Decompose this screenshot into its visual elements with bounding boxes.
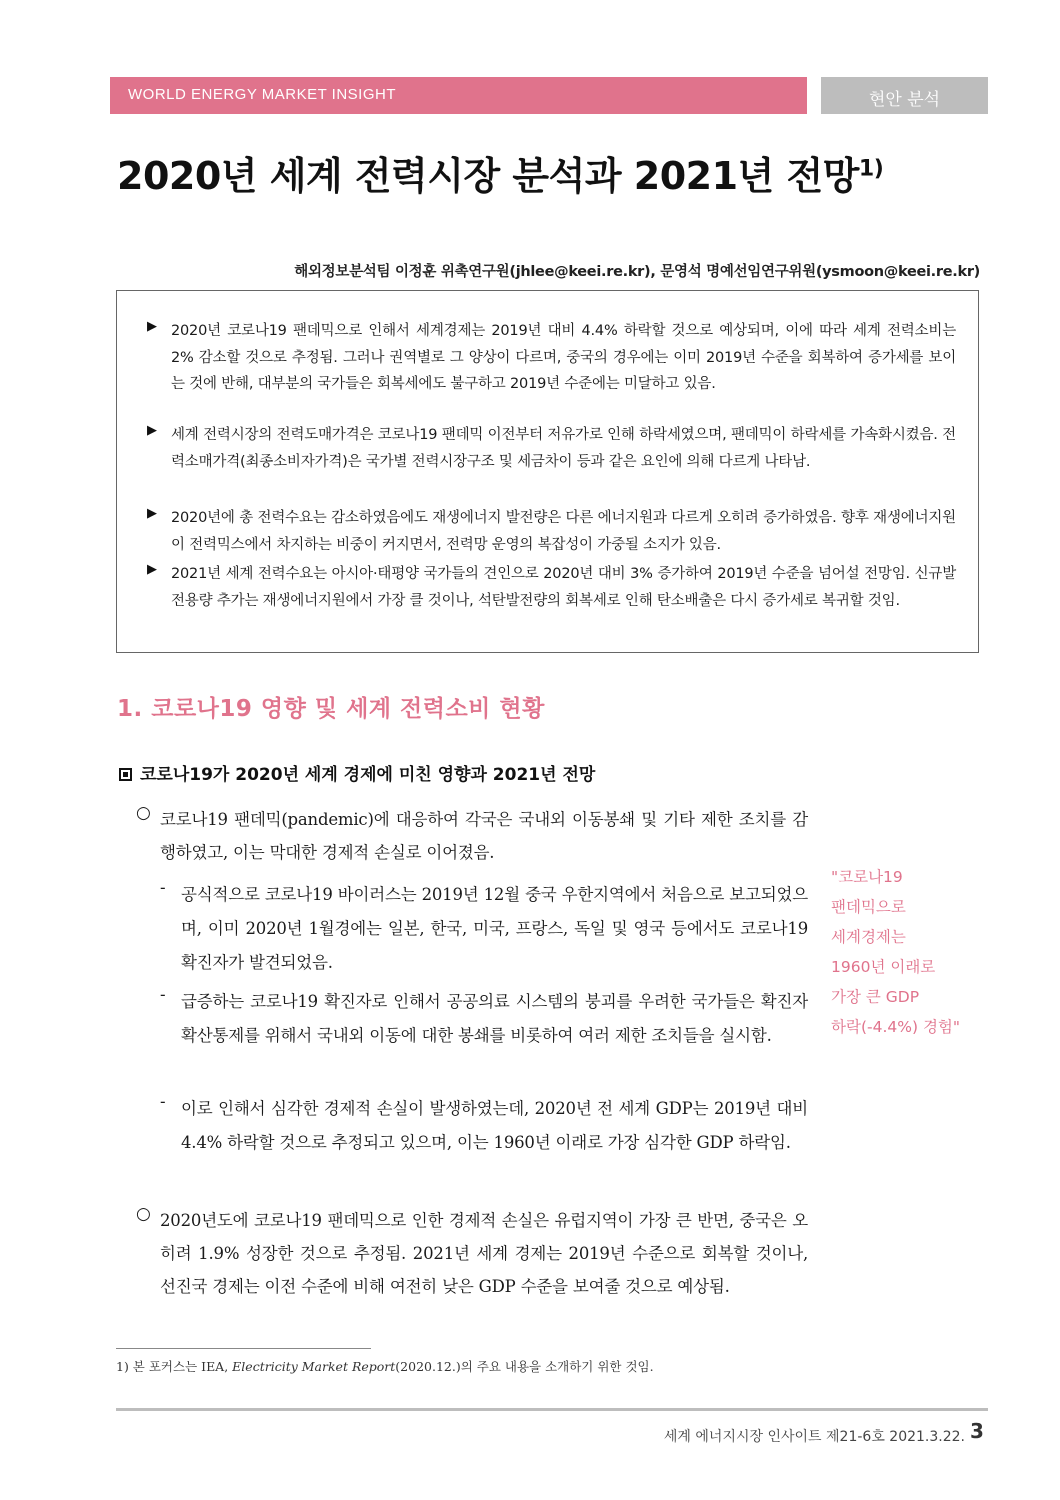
pull-quote-line: 하락(-4.4%) 경험" bbox=[831, 1018, 961, 1036]
footnote-source-title: Electricity Market Report bbox=[232, 1359, 396, 1374]
pull-quote-line: 1960년 이래로 bbox=[831, 958, 936, 976]
summary-item-text: 2020년 코로나19 팬데믹으로 인해서 세계경제는 2019년 대비 4.4% 하락할 것으로 예상되며, 이에 따라 세계 전력소비는 2% 감소할 것으로 추정됨. 그러나 권역별로 그 양상이 다르며, 중국의 경우에는 이미 2019년 수준을 회복하여 증가세를 보이는 것에 반해, 대부분의 국가들은 회복세에도 불구하고 2019년 수준에는 미달하고 있음. bbox=[171, 323, 956, 392]
author-line: 해외정보분석팀 이정훈 위촉연구원(jhlee@keei.re.kr), 문영석 명예선임연구위원(ysmoon@keei.re.kr) bbox=[294, 264, 980, 280]
summary-item-text: 2020년에 총 전력수요는 감소하였음에도 재생에너지 발전량은 다른 에너지원과 다르게 오히려 증가하였음. 향후 재생에너지원이 전력믹스에서 차지하는 비중이 커지면서, 전력망 운영의 복잡성이 가중될 소지가 있음. bbox=[171, 510, 956, 553]
pull-quote bbox=[831, 862, 981, 1042]
summary-box bbox=[116, 290, 979, 653]
subheading bbox=[119, 760, 595, 785]
footnote-divider bbox=[116, 1348, 371, 1349]
triangle-bullet-icon: ▶ bbox=[147, 319, 157, 334]
triangle-bullet-icon: ▶ bbox=[147, 423, 157, 438]
header-banner-text: WORLD ENERGY MARKET INSIGHT bbox=[128, 86, 396, 103]
square-bullet-icon bbox=[119, 768, 132, 781]
pull-quote-line: 팬데믹으로 bbox=[831, 898, 906, 916]
page-number: 3 bbox=[970, 1419, 984, 1443]
category-tag-text: 현안 분석 bbox=[868, 90, 941, 110]
footnote-suffix: (2020.12.)의 주요 내용을 소개하기 위한 것임. bbox=[395, 1359, 654, 1374]
page-title-text: 2020년 세계 전력시장 분석과 2021년 전망 bbox=[117, 154, 859, 198]
pull-quote-line: 가장 큰 GDP bbox=[831, 988, 920, 1006]
paragraph-text: 코로나19 팬데믹(pandemic)에 대응하여 각국은 국내외 이동봉쇄 및 기타 제한 조치를 감행하였고, 이는 막대한 경제적 손실로 이어졌음. bbox=[160, 810, 808, 862]
category-tag bbox=[821, 77, 988, 114]
paragraph-text: 2020년도에 코로나19 팬데믹으로 인한 경제적 손실은 유럽지역이 가장 큰 반면, 중국은 오히려 1.9% 성장한 것으로 추정됨. 2021년 세계 경제는 2019년 수준으로 회복할 것이나, 선진국 경제는 이전 수준에 비해 여전히 낮은 GDP 수준을 보여줄 것으로 예상됨. bbox=[160, 1211, 808, 1296]
summary-item-text: 세계 전력시장의 전력도매가격은 코로나19 팬데믹 이전부터 저유가로 인해 하락세였으며, 팬데믹이 하락세를 가속화시켰음. 전력소매가격(최종소비자가격)은 국가별 전력시장구조 및 세금차이 등과 같은 요인에 의해 다르게 나타남. bbox=[171, 427, 956, 470]
footer-publication: 세계 에너지시장 인사이트 제21-6호 2021.3.22. bbox=[663, 1429, 965, 1445]
subheading-text: 코로나19가 2020년 세계 경제에 미친 영향과 2021년 전망 bbox=[140, 765, 596, 785]
paragraph-text: 급증하는 코로나19 확진자로 인해서 공공의료 시스템의 붕괴를 우려한 국가들은 확진자 확산통제를 위해서 국내외 이동에 대한 봉쇄를 비롯하여 여러 제한 조치들을 실시함. bbox=[181, 992, 808, 1045]
pull-quote-line: 세계경제는 bbox=[831, 928, 906, 946]
paragraph-text: 이로 인해서 심각한 경제적 손실이 발생하였는데, 2020년 전 세계 GDP는 2019년 대비 4.4% 하락할 것으로 추정되고 있으며, 이는 1960년 이래로 가장 심각한 GDP 하락임. bbox=[181, 1099, 808, 1152]
page-title bbox=[117, 145, 883, 200]
triangle-bullet-icon: ▶ bbox=[147, 506, 157, 521]
dash-bullet-icon: - bbox=[160, 878, 166, 897]
title-footnote-ref[interactable]: 1) bbox=[858, 156, 884, 182]
paragraph-text: 공식적으로 코로나19 바이러스는 2019년 12월 중국 우한지역에서 처음으로 보고되었으며, 이미 2020년 1월경에는 일본, 한국, 미국, 프랑스, 독일 및 영국 등에서도 코로나19 확진자가 발견되었음. bbox=[181, 885, 808, 972]
footnote bbox=[116, 1357, 654, 1375]
circle-bullet-icon: ○ bbox=[136, 1204, 151, 1224]
circle-bullet-icon: ○ bbox=[136, 803, 151, 823]
header-banner bbox=[110, 77, 807, 114]
footer-divider bbox=[116, 1408, 988, 1411]
footnote-prefix: 1) 본 포커스는 IEA, bbox=[116, 1359, 233, 1374]
pull-quote-line: "코로나19 bbox=[831, 868, 903, 886]
dash-bullet-icon: - bbox=[160, 1092, 166, 1111]
triangle-bullet-icon: ▶ bbox=[147, 562, 157, 577]
summary-item-text: 2021년 세계 전력수요는 아시아·태평양 국가들의 견인으로 2020년 대비 3% 증가하여 2019년 수준을 넘어설 전망임. 신규발전용량 추가는 재생에너지원에서 가장 클 것이나, 석탄발전량의 회복세로 인해 탄소배출은 다시 증가세로 복귀할 것임. bbox=[171, 566, 957, 609]
dash-bullet-icon: - bbox=[160, 985, 166, 1004]
section-heading: 1. 코로나19 영향 및 세계 전력소비 현황 bbox=[117, 696, 545, 722]
